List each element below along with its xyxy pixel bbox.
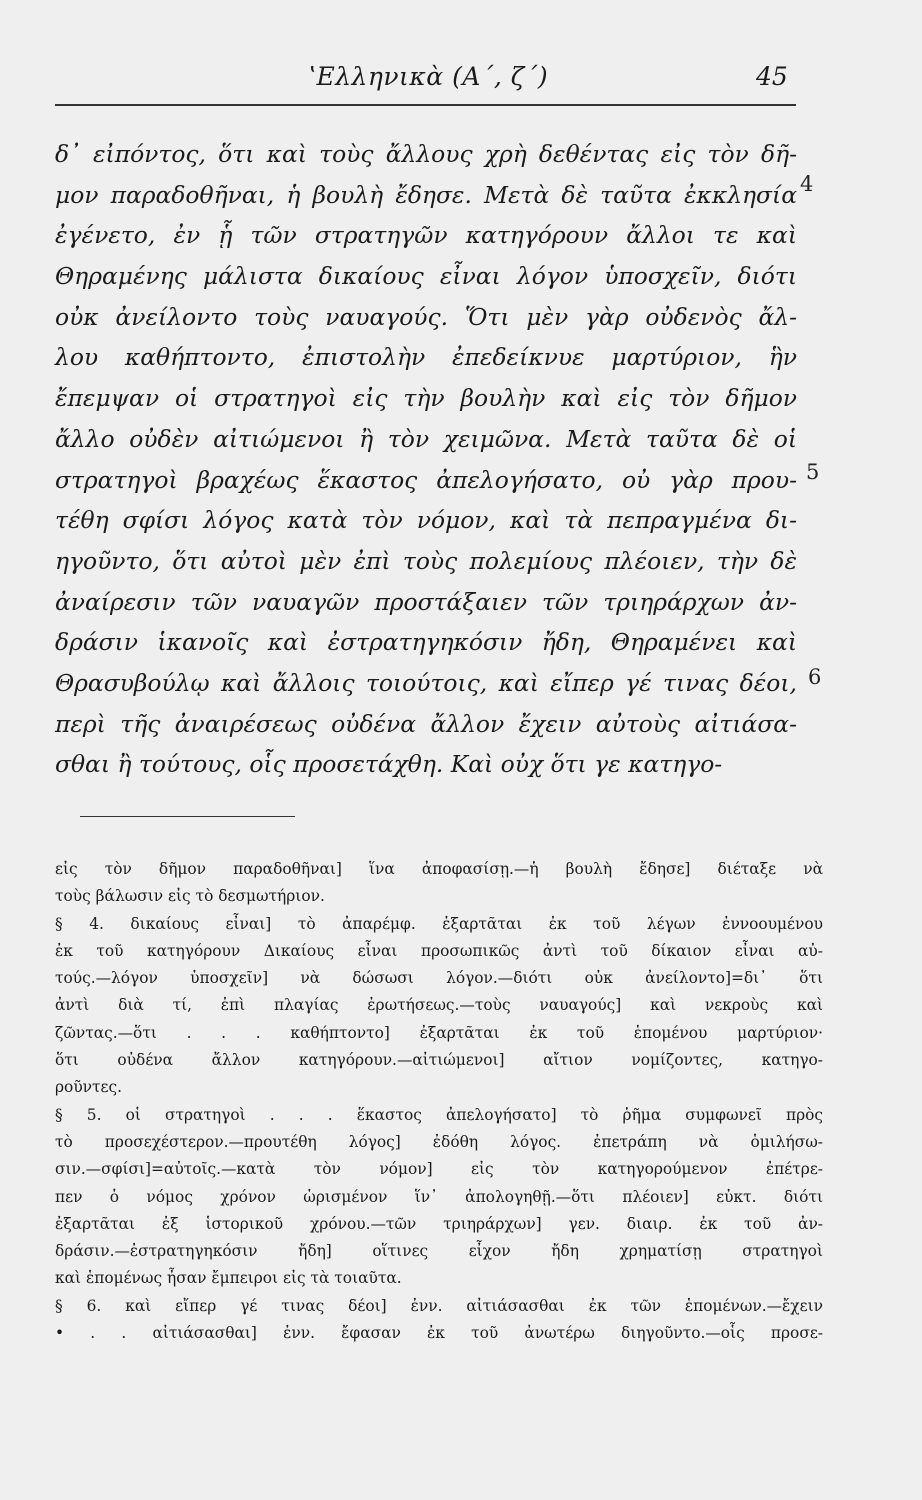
footnote-line: ζῶντας.—ὅτι . . . καθήπτοντο] ἐξαρτᾶται ἐκ τοῦ ἑπομένου μαρτύριον· [55, 1023, 823, 1042]
text-line: ἄλλο οὐδὲν αἰτιώμενοι ἢ τὸν χειμῶνα. Μετὰ ταῦτα δὲ οἱ [55, 424, 797, 453]
main-text-block [55, 134, 797, 785]
header-rule [55, 104, 796, 106]
footnote-line: τὸ προσεχέστερον.—προυτέθη λόγος] ἐδόθη λόγος. ἐπετράπη νὰ ὁμιλήσω- [55, 1132, 823, 1151]
section-number-5: 5 [806, 460, 820, 484]
footnote-line: § 5. οἱ στρατηγοὶ . . . ἕκαστος ἀπελογήσατο] τὸ ῥῆμα συμφωνεῖ πρὸς [55, 1105, 823, 1124]
text-line: δράσιν ἱκανοῖς καὶ ἐστρατηγηκόσιν ἤδη, Θηραμένει καὶ [55, 628, 797, 657]
text-line: στρατηγοὶ βραχέως ἕκαστος ἀπελογήσατο, οὐ γὰρ πρου- [55, 465, 797, 494]
footnotes-block [55, 856, 823, 1347]
section-number-6: 6 [808, 665, 822, 689]
footnote-line: τούς.—λόγον ὑποσχεῖν] νὰ δώσωσι λόγον.—διότι οὐκ ἀνείλοντο]=δι᾽ ὅτι [55, 969, 823, 988]
footnote-line: ὅτι οὐδένα ἄλλον κατηγόρουν.—αἰτιώμενοι] αἴτιον νομίζοντες, κατηγο- [55, 1051, 823, 1070]
text-line: περὶ τῆς ἀναιρέσεως οὐδένα ἄλλον ἔχειν αὐτοὺς αἰτιάσα- [55, 709, 797, 738]
footnote-line: δράσιν.—ἐστρατηγηκόσιν ἤδη] οἵτινες εἶχον ἤδη χρηματίσῃ στρατηγοὶ [55, 1242, 823, 1261]
text-line: ἐγένετο, ἐν ᾗ τῶν στρατηγῶν κατηγόρουν ἄλλοι τε καὶ [55, 221, 797, 250]
footnote-line: σιν.—σφίσι]=αὐτοῖς.—κατὰ τὸν νόμον] εἰς τὸν κατηγορούμενον ἐπέτρε- [55, 1160, 823, 1179]
footnote-line: ἐξαρτᾶται ἐξ ἱστορικοῦ χρόνου.—τῶν τριηράρχων] γεν. διαιρ. ἐκ τοῦ ἀν- [55, 1214, 823, 1233]
footnote-line: ροῦντες. [55, 1078, 123, 1097]
text-line: Θρασυβούλῳ καὶ ἄλλοις τοιούτοις, καὶ εἴπερ γέ τινας δέοι, [55, 668, 797, 697]
footnote-line: ἀντὶ διὰ τί, ἐπὶ πλαγίας ἐρωτήσεως.—τοὺς ναυαγούς] καὶ νεκροὺς καὶ [55, 996, 823, 1015]
footnote-line: ἐκ τοῦ κατηγόρουν Δικαίους εἶναι προσωπικῶς ἀντὶ τοῦ δίκαιον εἶναι αὐ- [55, 941, 823, 960]
footnote-line: § 4. δικαίους εἶναι] τὸ ἀπαρέμφ. ἐξαρτᾶται ἐκ τοῦ λέγων ἐννοουμένου [55, 914, 823, 933]
footnote-line: τοὺς βάλωσιν εἰς τὸ δεσμωτήριον. [55, 887, 325, 906]
text-line: ἀναίρεσιν τῶν ναυαγῶν προστάξαιεν τῶν τριηράρχων ἀν- [55, 587, 797, 616]
footnote-line: καὶ ἑπομένως ἦσαν ἔμπειροι εἰς τὰ τοιαῦτα. [55, 1269, 402, 1288]
text-line: οὐκ ἀνείλοντο τοὺς ναυαγούς. Ὅτι μὲν γὰρ οὐδενὸς ἄλ- [55, 302, 797, 331]
text-line: Θηραμένης μάλιστα δικαίους εἶναι λόγον ὑποσχεῖν, διότι [55, 262, 797, 291]
text-line: λου καθήπτοντο, ἐπιστολὴν ἐπεδείκνυε μαρτύριον, ἣν [55, 343, 797, 372]
section-number-4: 4 [800, 172, 814, 196]
footnote-rule [80, 816, 295, 817]
text-line: δ᾽ εἰπόντος, ὅτι καὶ τοὺς ἄλλους χρὴ δεθέντας εἰς τὸν δῆ- [55, 140, 797, 168]
text-line: μον παραδοθῆναι, ἡ βουλὴ ἔδησε. Μετὰ δὲ ταῦτα ἐκκλησία [55, 180, 797, 209]
footnote-line: πεν ὁ νόμος χρόνον ὡρισμένον ἵν᾽ ἀπολογηθῇ.—ὅτι πλέοιεν] εὐκτ. διότι [55, 1187, 823, 1206]
footnote-line: • . . αἰτιάσασθαι] ἐνν. ἔφασαν ἐκ τοῦ ἀνωτέρω διηγοῦντο.—οἷς προσε- [55, 1324, 823, 1343]
page-number: 45 [756, 62, 788, 91]
text-line: ηγοῦντο, ὅτι αὐτοὶ μὲν ἐπὶ τοὺς πολεμίους πλέοιεν, τὴν δὲ [55, 546, 797, 575]
footnote-line: § 6. καὶ εἴπερ γέ τινας δέοι] ἐνν. αἰτιάσασθαι ἐκ τῶν ἑπομένων.—ἔχειν [55, 1296, 823, 1315]
text-line: ἔπεμψαν οἱ στρατηγοὶ εἰς τὴν βουλὴν καὶ εἰς τὸν δῆμον [55, 384, 797, 413]
footnote-line: εἰς τὸν δῆμον παραδοθῆναι] ἵνα ἀποφασίσῃ.—ἡ βουλὴ ἔδησε] διέταξε νὰ [55, 860, 823, 878]
text-line: τέθη σφίσι λόγος κατὰ τὸν νόμον, καὶ τὰ πεπραγμένα δι- [55, 506, 797, 535]
running-header-title: ʽΕλληνικὰ (Α΄, ζ΄) [308, 62, 549, 91]
text-line: σθαι ἢ τούτους, οἷς προσετάχθη. Καὶ οὐχ ὅτι γε κατηγο- [55, 750, 723, 779]
